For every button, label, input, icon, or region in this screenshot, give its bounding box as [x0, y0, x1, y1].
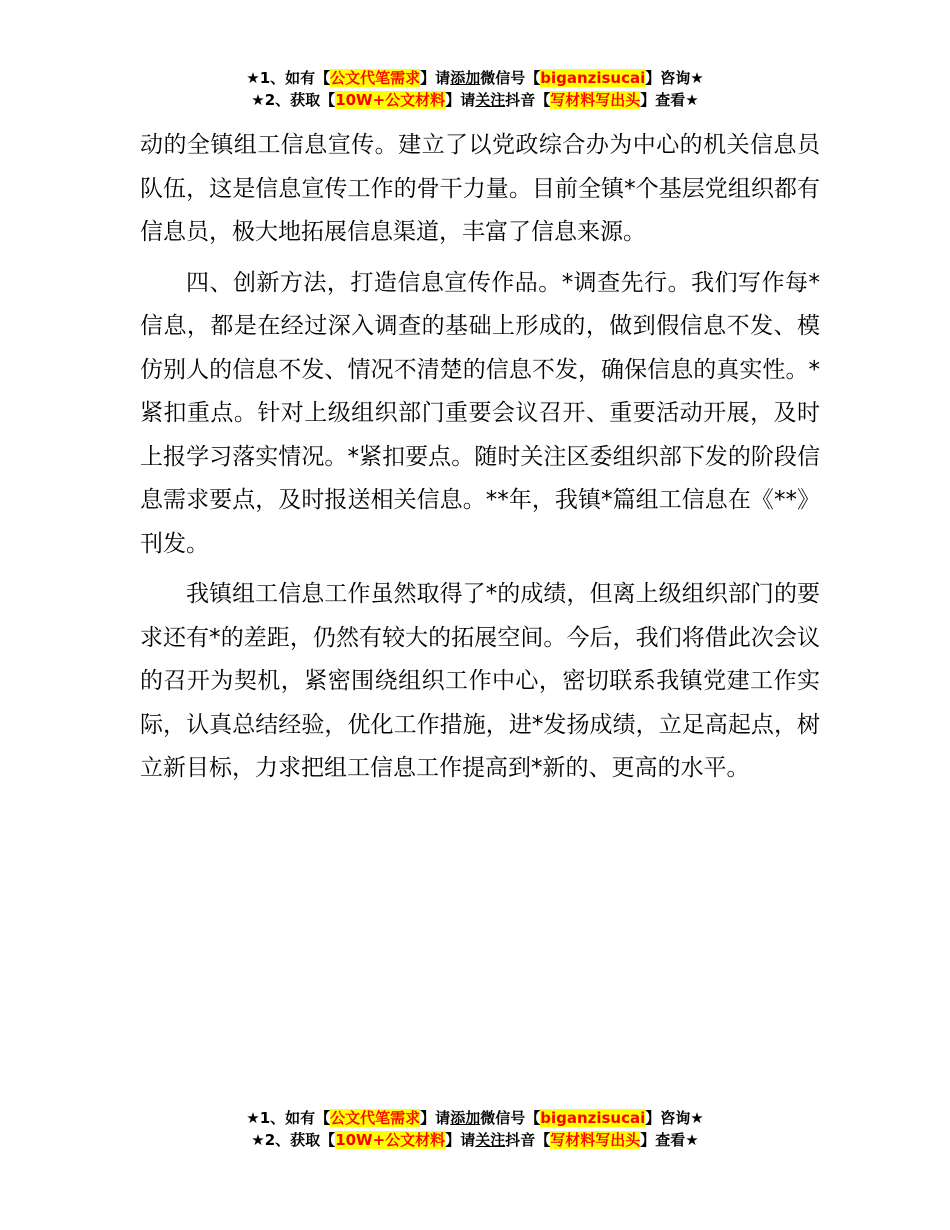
highlight-materials: 10W+公文材料	[335, 91, 446, 109]
header-line-2: ★2、获取【10W+公文材料】请关注抖音【写材料写出头】查看★	[251, 91, 699, 109]
highlight-service: 公文代笔需求	[330, 69, 421, 87]
footer-line-1: ★1、如有【公文代笔需求】请添加微信号【biganzisucai】咨询★	[246, 1109, 704, 1127]
document-body	[140, 124, 820, 791]
header-line-1: ★1、如有【公文代笔需求】请添加微信号【biganzisucai】咨询★	[246, 69, 704, 87]
highlight-materials: 10W+公文材料	[335, 1131, 446, 1149]
highlight-douyin-account: 写材料写出头	[550, 1131, 641, 1149]
paragraph-section-four: 四、创新方法，打造信息宣传作品。*调查先行。我们写作每*信息，都是在经过深入调查的基础上形成的，做到假信息不发、模仿别人的信息不发、情况不清楚的信息不发，确保信息的真实性。*紧扣重点。针对上级组织部门重要会议召开、重要活动开展，及时上报学习落实情况。*紧扣要点。随时关注区委组织部下发的阶段信息需求要点，及时报送相关信息。**年，我镇*篇组工信息在《**》刊发。	[140, 269, 820, 557]
paragraph-conclusion: 我镇组工信息工作虽然取得了*的成绩，但离上级组织部门的要求还有*的差距，仍然有较大的拓展空间。今后，我们将借此次会议的召开为契机，紧密围绕组织工作中心，密切联系我镇党建工作实际，认真总结经验，优化工作措施，进*发扬成绩，立足高起点，树立新目标，力求把组工信息工作提高到*新的、更高的水平。	[140, 581, 820, 781]
footer-banner	[0, 1107, 950, 1151]
highlight-douyin-account: 写材料写出头	[550, 91, 641, 109]
highlight-wechat-id: biganzisucai	[540, 69, 646, 87]
footer-line-2: ★2、获取【10W+公文材料】请关注抖音【写材料写出头】查看★	[251, 1131, 699, 1149]
paragraph-continuation: 动的全镇组工信息宣传。建立了以党政综合办为中心的机关信息员队伍，这是信息宣传工作的骨干力量。目前全镇*个基层党组织都有信息员，极大地拓展信息渠道，丰富了信息来源。	[140, 132, 820, 245]
highlight-service: 公文代笔需求	[330, 1109, 421, 1127]
highlight-wechat-id: biganzisucai	[540, 1109, 646, 1127]
header-banner	[0, 67, 950, 111]
